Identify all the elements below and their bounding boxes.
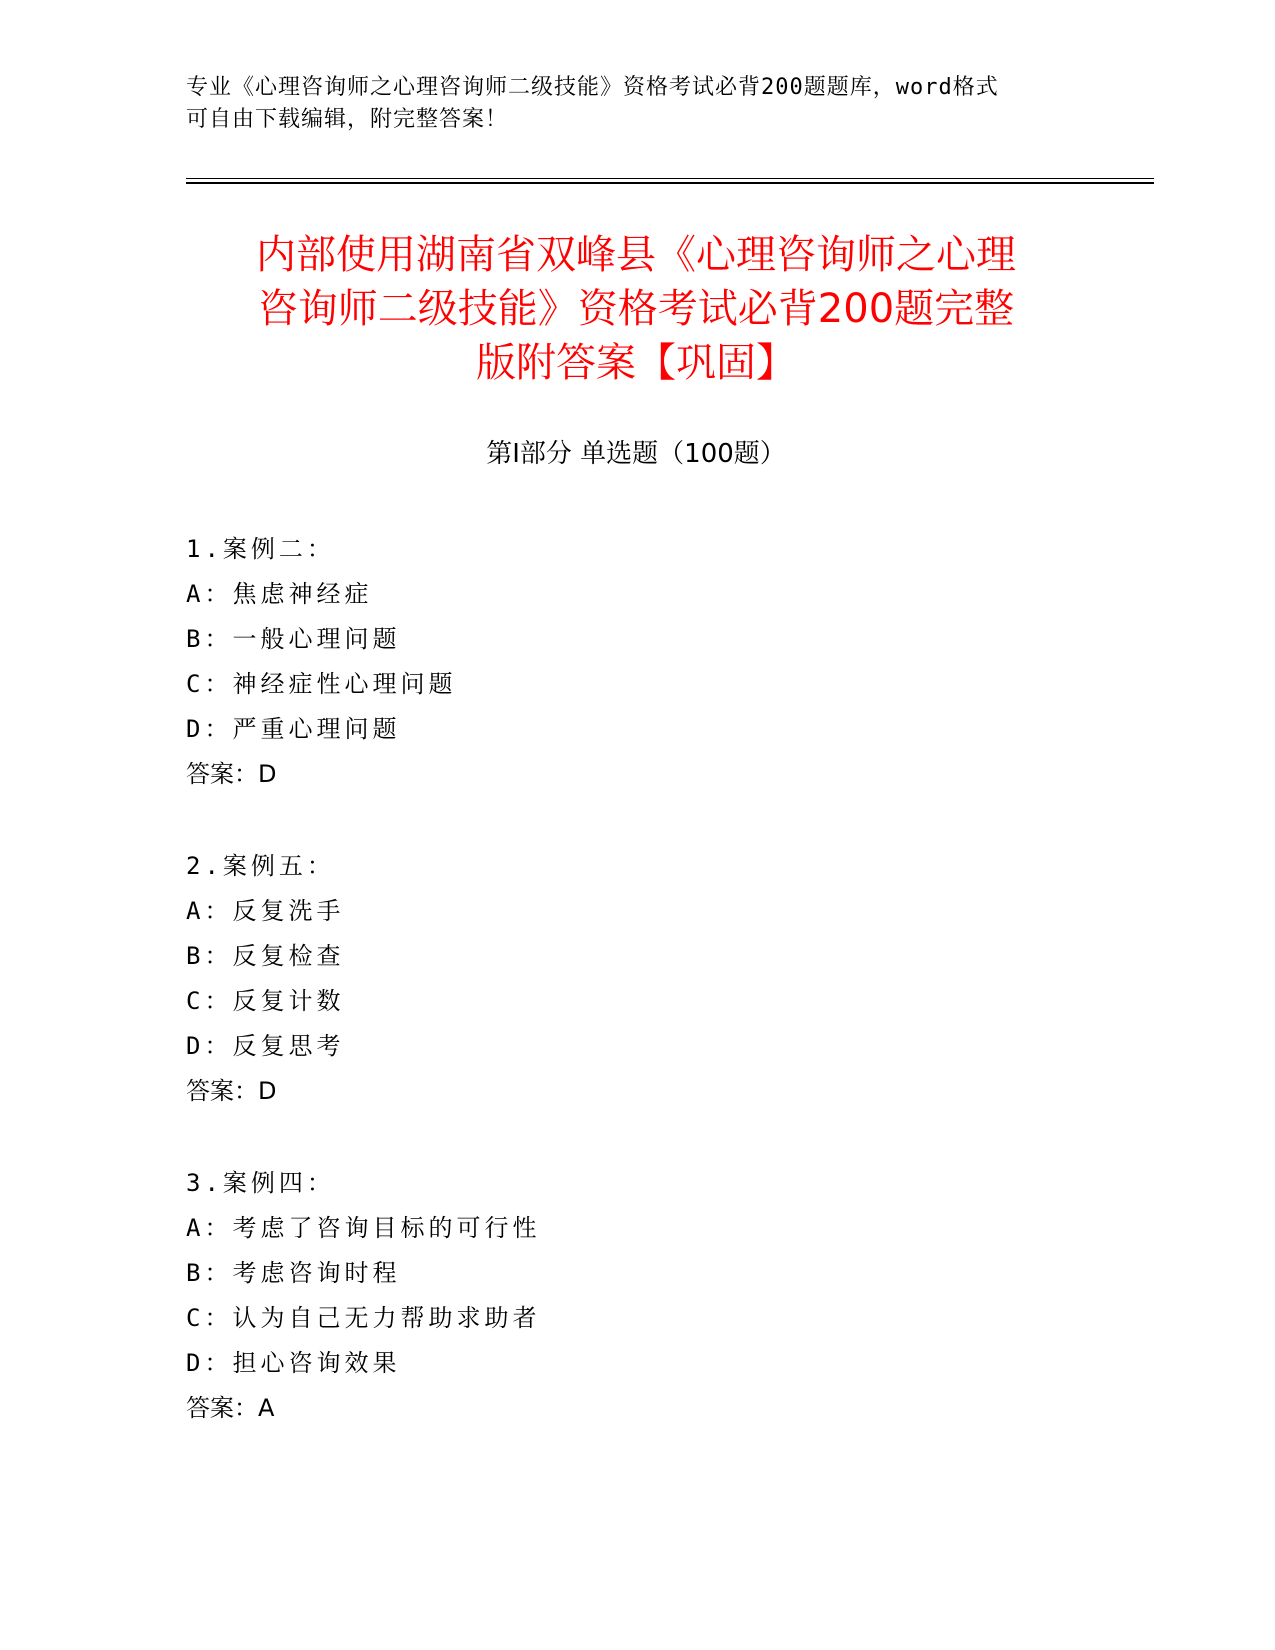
document-title: [186, 228, 1086, 390]
question-option-b: B：考虑咨询时程: [186, 1259, 401, 1287]
document-title-line-2: 咨询师二级技能》资格考试必背200题完整: [257, 286, 1015, 332]
question-option-a: A：反复洗手: [186, 897, 345, 925]
document-title-line-1: 内部使用湖南省双峰县《心理咨询师之心理: [256, 232, 1016, 278]
header-divider-thin: [186, 178, 1154, 179]
question-item: [186, 1161, 1086, 1431]
question-answer: 答案：D: [186, 760, 277, 788]
question-option-c: C：神经症性心理问题: [186, 670, 457, 698]
question-option-d: D：担心咨询效果: [186, 1349, 401, 1377]
question-answer: 答案：A: [186, 1394, 275, 1422]
header-divider-thick: [186, 182, 1154, 184]
question-option-b: B：一般心理问题: [186, 625, 401, 653]
question-stem: 2.案例五：: [186, 852, 335, 880]
document-title-line-3: 版附答案【巩固】: [476, 340, 796, 386]
question-item: [186, 527, 1086, 797]
question-option-a: A：焦虑神经症: [186, 580, 373, 608]
question-option-c: C：反复计数: [186, 987, 345, 1015]
header-note: [186, 72, 1086, 136]
question-stem: 1.案例二：: [186, 535, 335, 563]
question-item: [186, 844, 1086, 1114]
header-note-line-1: 专业《心理咨询师之心理咨询师二级技能》资格考试必背200题题库，word格式: [186, 75, 999, 100]
header-note-line-2: 可自由下载编辑，附完整答案！: [186, 107, 509, 132]
question-option-c: C：认为自己无力帮助求助者: [186, 1304, 541, 1332]
question-option-d: D：严重心理问题: [186, 715, 401, 743]
question-option-a: A：考虑了咨询目标的可行性: [186, 1214, 541, 1242]
question-list: [186, 527, 1086, 1478]
question-stem: 3.案例四：: [186, 1169, 335, 1197]
section-heading: 第Ⅰ部分 单选题（100题）: [486, 439, 786, 469]
question-option-d: D：反复思考: [186, 1032, 345, 1060]
question-answer: 答案：D: [186, 1077, 277, 1105]
question-option-b: B：反复检查: [186, 942, 345, 970]
